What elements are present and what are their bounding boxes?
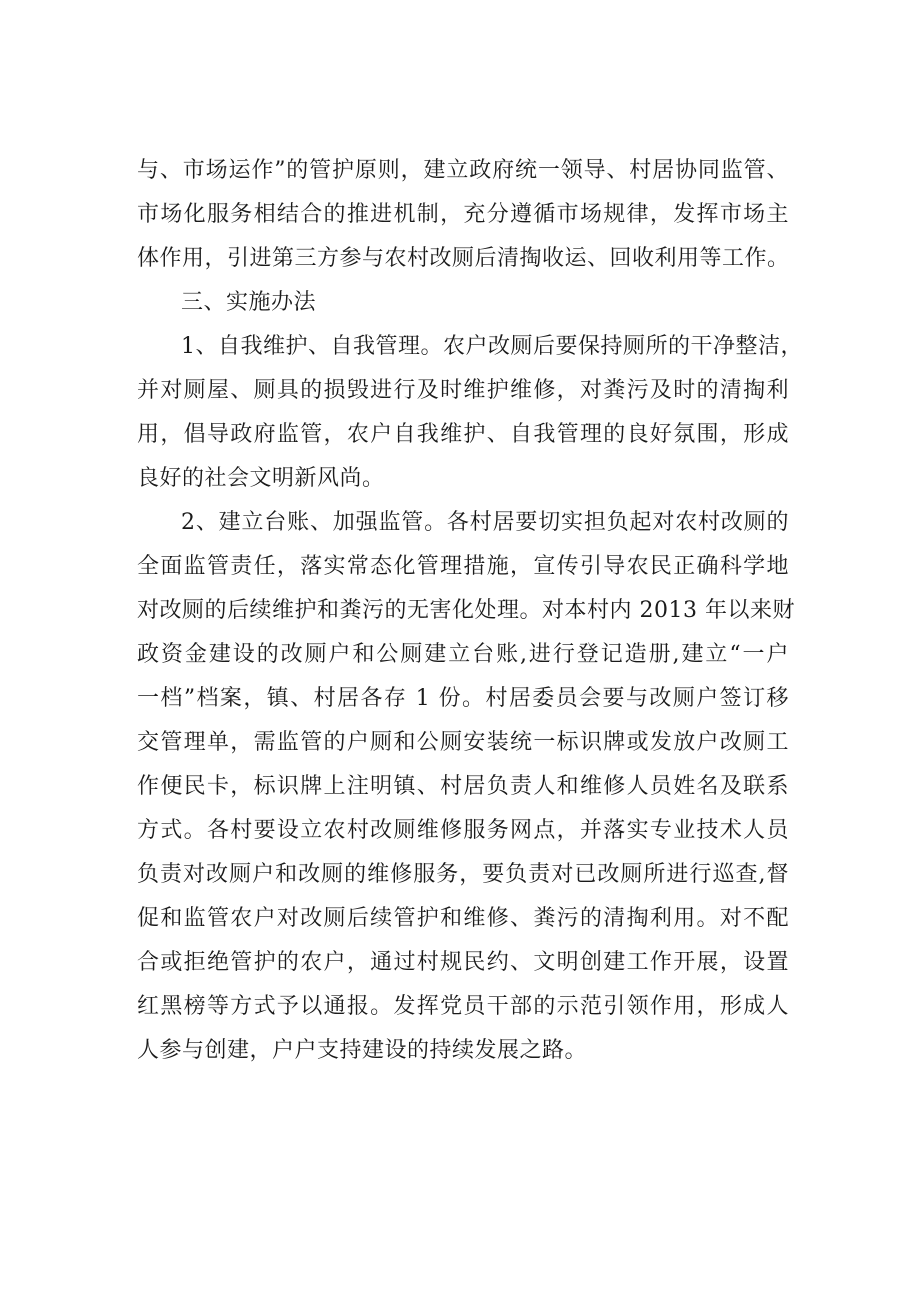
text-line: 作便民卡，标识牌上注明镇、村居负责人和维修人员姓名及联系 xyxy=(137,774,789,799)
text-line: 并对厕屋、厕具的损毁进行及时维护维修，对粪污及时的清掏利 xyxy=(137,378,789,403)
text-line: 对改厕的后续维护和粪污的无害化处理。对本村内 2013 年以来财 xyxy=(137,598,795,623)
text-line: 体作用，引进第三方参与农村改厕后清掏收运、回收利用等工作。 xyxy=(137,246,790,271)
text-line: 人参与创建，户户支持建设的持续发展之路。 xyxy=(137,1038,588,1063)
text-line: 交管理单，需监管的户厕和公厕安装统一标识牌或发放户改厕工 xyxy=(137,730,789,755)
text-line: 全面监管责任，落实常态化管理措施，宣传引导农民正确科学地 xyxy=(137,554,789,579)
text-line: 市场化服务相结合的推进机制，充分遵循市场规律，发挥市场主 xyxy=(137,202,789,227)
text-line: 用，倡导政府监管，农户自我维护、自我管理的良好氛围，形成 xyxy=(137,422,789,447)
text-line: 1、自我维护、自我管理。农户改厕后要保持厕所的干净整洁， xyxy=(181,334,803,359)
text-line: 促和监管农户对改厕后续管护和维修、粪污的清掏利用。对不配 xyxy=(137,906,789,931)
text-line: 红黑榜等方式予以通报。发挥党员干部的示范引领作用，形成人 xyxy=(137,994,789,1019)
text-line: 负责对改厕户和改厕的维修服务，要负责对已改厕所进行巡查,督 xyxy=(137,862,789,887)
document-body xyxy=(137,149,803,1073)
paragraph-self-maintenance xyxy=(137,325,803,501)
section-heading-implementation: 三、实施办法 xyxy=(181,290,317,315)
text-line: 合或拒绝管护的农户，通过村规民约、文明创建工作开展，设置 xyxy=(137,950,789,975)
text-line: 良好的社会文明新风尚。 xyxy=(137,466,385,491)
text-line: 政资金建设的改厕户和公厕建立台账,进行登记造册,建立“一户 xyxy=(137,642,789,667)
text-line: 方式。各村要设立农村改厕维修服务网点，并落实专业技术人员 xyxy=(137,818,789,843)
paragraph-ledger-supervision xyxy=(137,501,795,1073)
text-line: 与、市场运作”的管护原则，建立政府统一领导、村居协同监管、 xyxy=(137,158,789,183)
text-line: 2、建立台账、加强监管。各村居要切实担负起对农村改厕的 xyxy=(181,510,789,535)
paragraph-management-principle xyxy=(137,149,789,281)
text-line: 一档”档案，镇、村居各存 1 份。村居委员会要与改厕户签订移 xyxy=(137,686,789,711)
